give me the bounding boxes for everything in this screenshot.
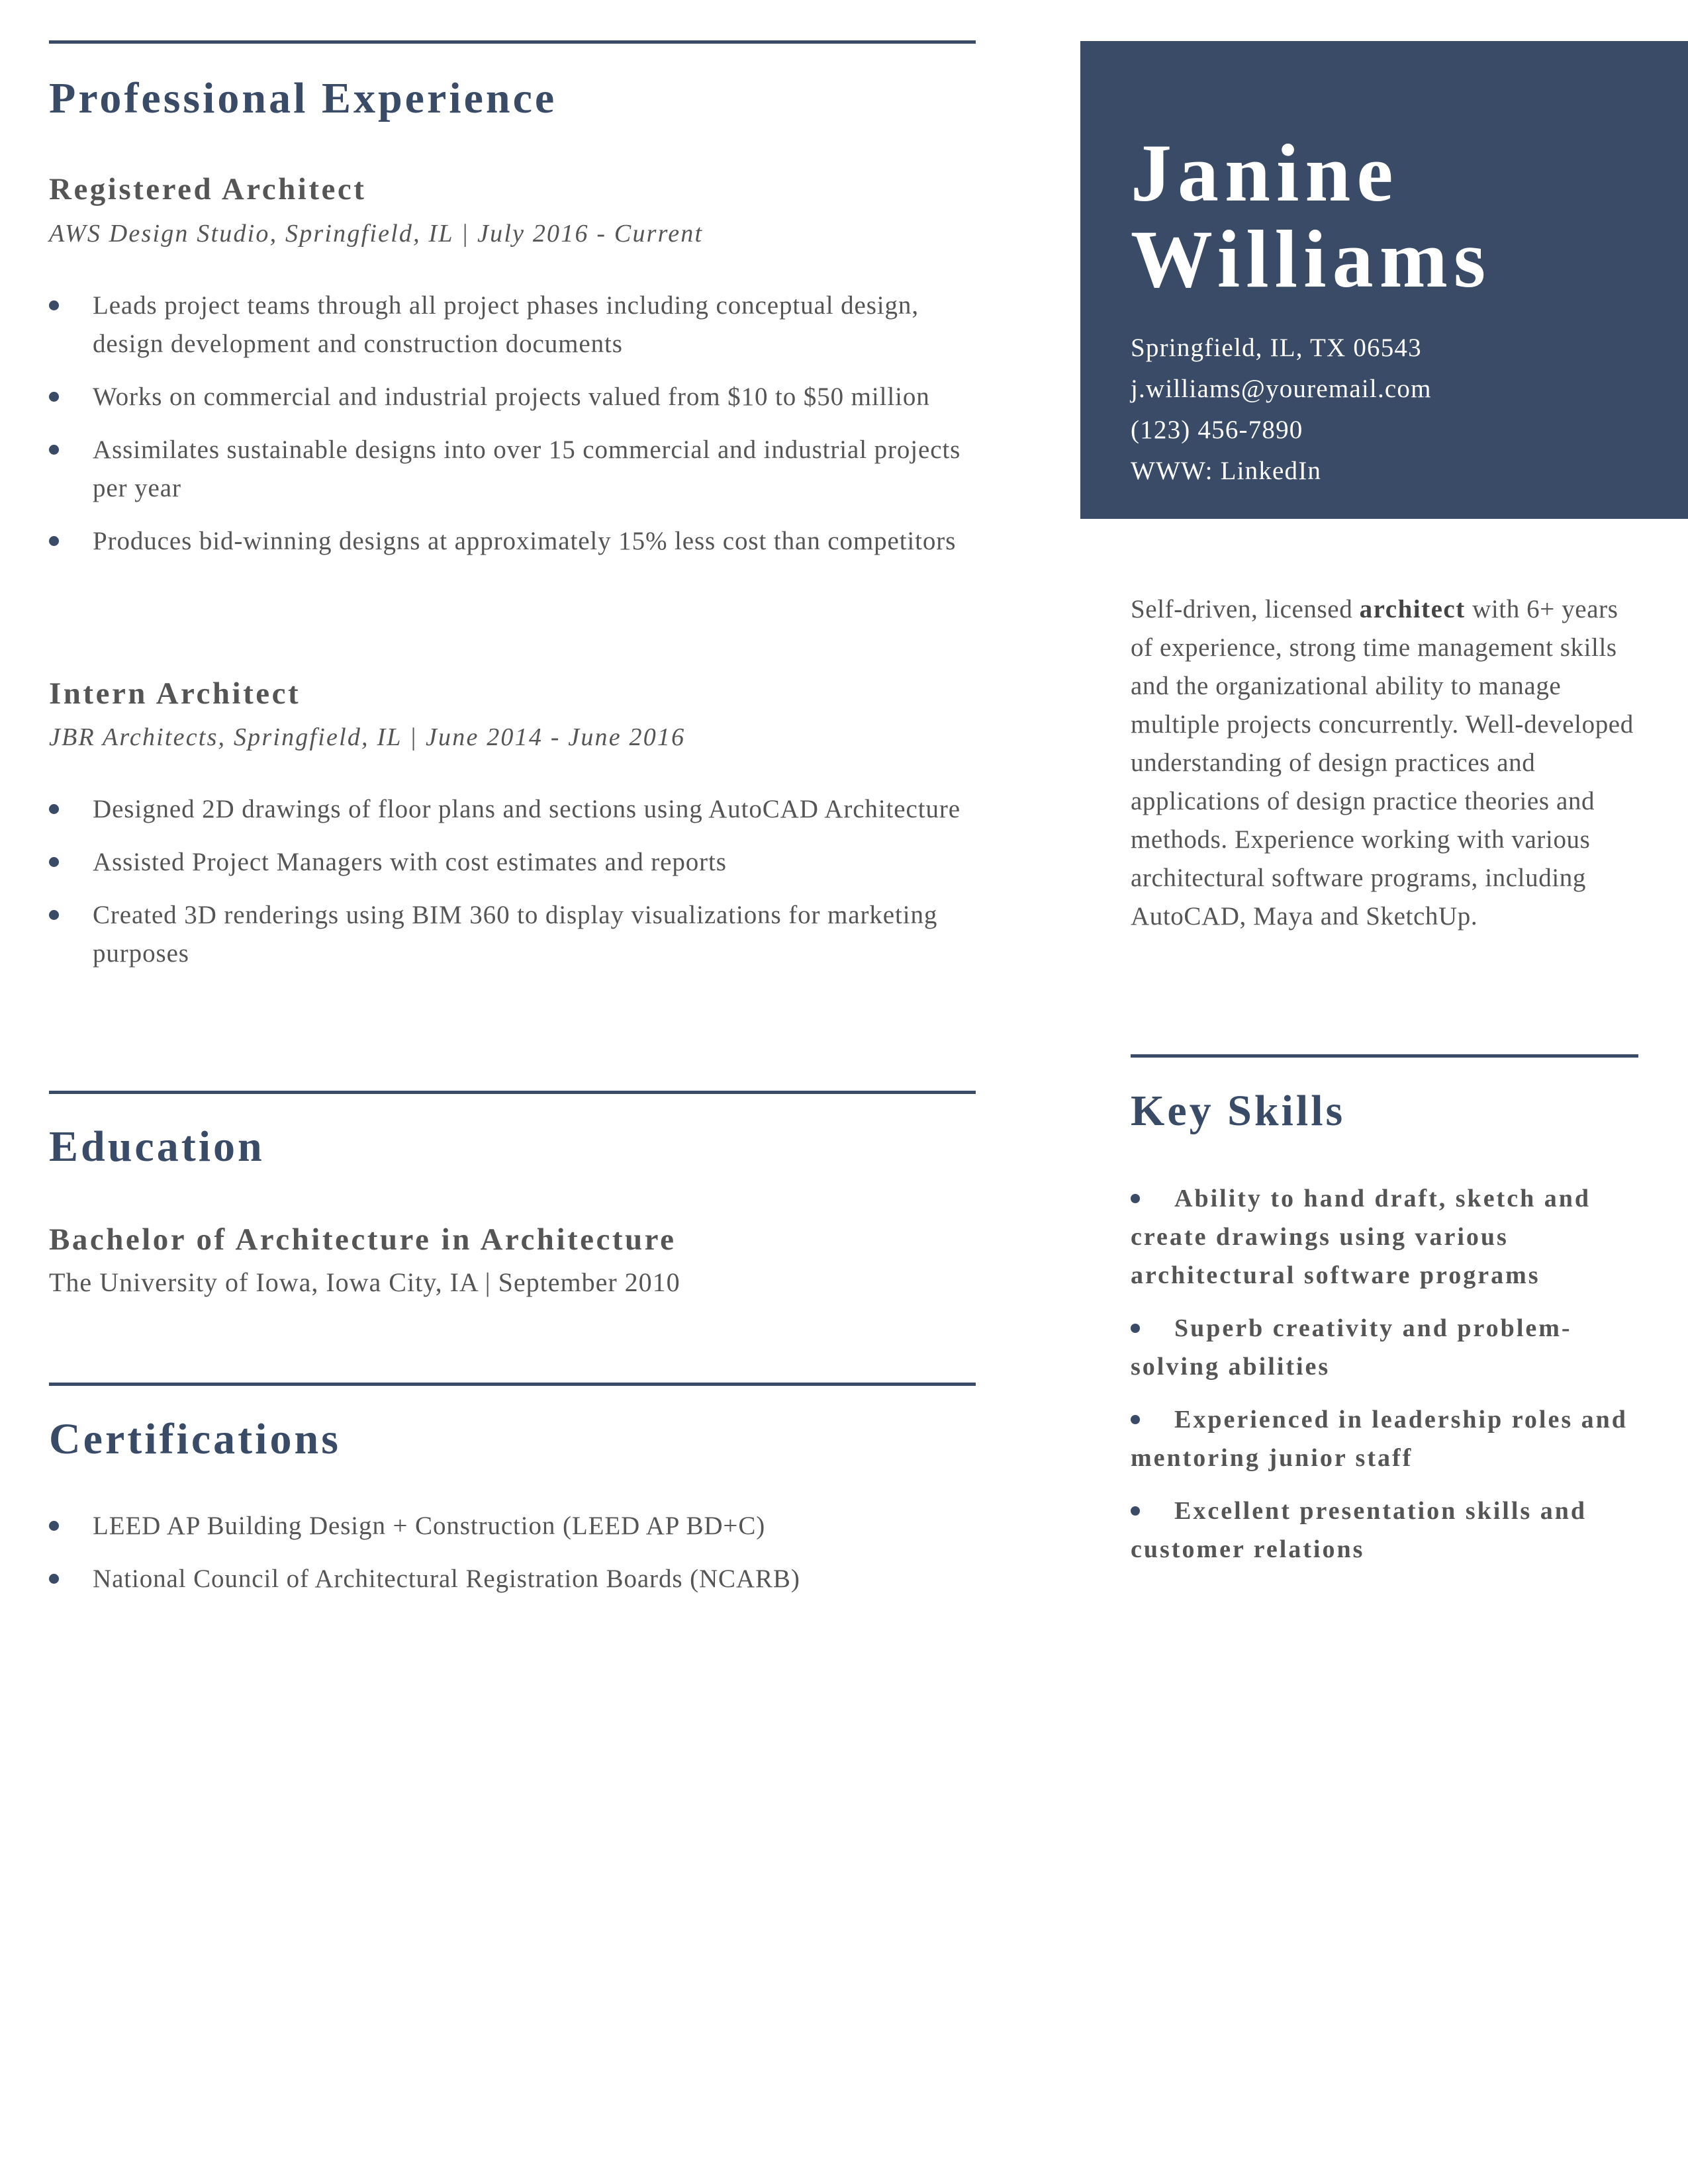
list-item: Designed 2D drawings of floor plans and sections using AutoCAD Architecture [49,790,976,829]
bullet-icon [49,392,59,402]
name-header-block [1080,41,1688,519]
job-meta-1: AWS Design Studio, Springfield, IL | July 2016 - Current [49,220,704,248]
bullet-icon [49,445,59,455]
skills-heading: Key Skills [1131,1087,1346,1135]
bullet-icon [49,300,59,310]
list-item: Assimilates sustainable designs into over 15 commercial and industrial projects per year [49,431,976,508]
certifications-rule [49,1383,976,1386]
bullet-icon [1131,1324,1140,1333]
bullet-icon [49,910,59,920]
contact-address: Springfield, IL, TX 06543 [1131,334,1422,362]
job-title-1: Registered Architect [49,172,367,206]
contact-email[interactable]: j.williams@youremail.com [1131,375,1432,403]
experience-heading: Professional Experience [49,74,557,122]
profile-summary: Self-driven, licensed architect with 6+ years of experience, strong time management skills and the organizational ability to manage multiple projects concurrently. Well-developed understanding of design practices and applications of design practice theories and methods. Experience working with various architectural software programs, including AutoCAD, Maya and SketchUp. [1131,595,1634,931]
school-meta: The University of Iowa, Iowa City, IA | September 2010 [49,1267,680,1297]
contact-phone: (123) 456-7890 [1131,416,1303,444]
education-heading: Education [49,1122,265,1171]
list-item: Leads project teams through all project phases including conceptual design, design development and construction documents [49,287,976,363]
list-item: Works on commercial and industrial projects valued from $10 to $50 million [49,378,976,416]
bullet-icon [1131,1415,1140,1424]
bullet-icon [49,857,59,867]
first-name: Janine [1131,128,1399,218]
job-2-bullets [49,790,976,973]
job-title-2: Intern Architect [49,676,301,711]
job-meta-2: JBR Architects, Springfield, IL | June 2014 - June 2016 [49,723,686,751]
last-name: Williams [1131,214,1492,304]
experience-rule [49,40,976,44]
list-item: Ability to hand draft, sketch and create drawings using various architectural software programs [1131,1185,1591,1289]
education-rule [49,1091,976,1094]
list-item: LEED AP Building Design + Construction (LEED AP BD+C) [49,1507,976,1545]
list-item: Experienced in leadership roles and mentoring junior staff [1131,1406,1628,1472]
bullet-icon [1131,1506,1140,1516]
bullet-icon [49,1574,59,1584]
degree-title: Bachelor of Architecture in Architecture [49,1222,677,1257]
list-item: Assisted Project Managers with cost estimates and reports [49,843,976,882]
job-1-bullets [49,287,976,561]
bullet-icon [49,536,59,546]
bullet-icon [49,804,59,814]
list-item: Excellent presentation skills and customer relations [1131,1497,1587,1563]
list-item: National Council of Architectural Registration Boards (NCARB) [49,1560,976,1598]
certifications-heading: Certifications [49,1415,341,1463]
skills-list [1131,1179,1647,1583]
bullet-icon [1131,1194,1140,1203]
certifications-list [49,1507,976,1598]
skills-rule [1131,1054,1638,1058]
list-item: Produces bid-winning designs at approximately 15% less cost than competitors [49,522,976,561]
contact-website[interactable]: WWW: LinkedIn [1131,457,1322,485]
list-item: Superb creativity and problem-solving abilities [1131,1314,1572,1381]
bullet-icon [49,1521,59,1531]
list-item: Created 3D renderings using BIM 360 to display visualizations for marketing purposes [49,896,976,973]
